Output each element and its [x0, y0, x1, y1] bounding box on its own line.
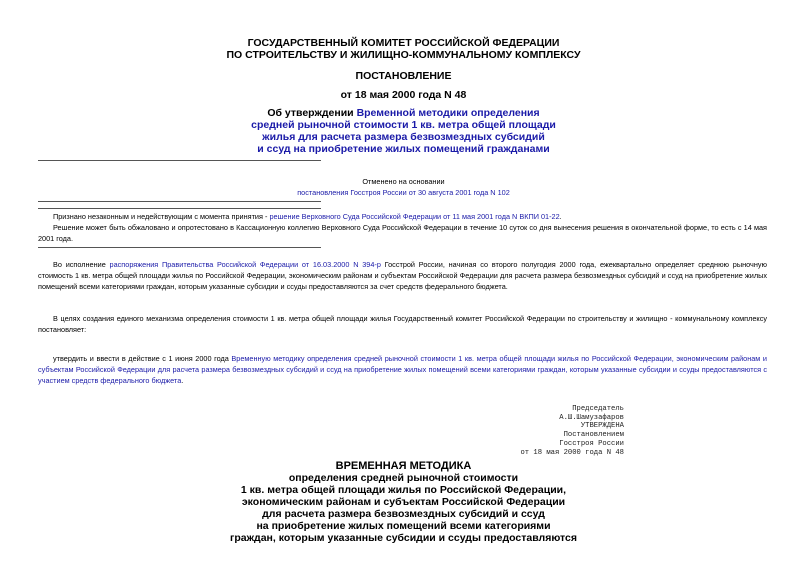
cancel-note-text: Отменено на основании [362, 177, 445, 186]
methodology-line-5: на приобретение жилых помещений всеми категориями [256, 520, 551, 532]
divider [38, 160, 321, 161]
court-note-appeal: Решение может быть обжаловано и опротестовано в Кассационную коллегию Верховного Суда Российской Федерации в течение 10 суток со дня вынесения решения в окончательной форме, то есть с 14 мая 2001 года. [38, 223, 767, 243]
document-date-number: от 18 мая 2000 года N 48 [340, 89, 467, 101]
paragraph-execution [38, 259, 767, 292]
document-type: ПОСТАНОВЛЕНИЕ [355, 70, 452, 82]
title-link-part-2[interactable]: средней рыночной стоимости 1 кв. метра общей площади [251, 119, 556, 131]
approved-by-1: Постановлением [563, 431, 624, 440]
court-note-prefix: Признано незаконным и недействующим с момента принятия - [53, 212, 270, 221]
divider [38, 201, 321, 202]
cancel-note-link[interactable]: постановления Госстроя России от 30 августа 2001 года N 102 [297, 188, 510, 197]
court-note [38, 211, 767, 244]
methodology-line-6: граждан, которым указанные субсидии и ссуды предоставляются [229, 532, 578, 544]
paragraph-purpose: В целях создания единого механизма определения стоимости 1 кв. метра общей площади жилья Государственный комитет Российской Федерации по строительству и жилищно - коммунальному комплексу постановляет: [38, 314, 767, 334]
court-decision-link[interactable]: решение Верховного Суда Российской Федерации от 11 мая 2001 года N ВКПИ 01-22 [269, 212, 560, 221]
title-prefix: Об утверждении [267, 107, 357, 119]
committee-name [0, 37, 807, 61]
signature-block [520, 405, 624, 457]
title-link-part-1[interactable]: Временной методики определения [356, 107, 540, 119]
paragraph-approve [38, 353, 767, 386]
cancel-note [0, 176, 807, 198]
title-link-part-3[interactable]: жилья для расчета размера безвозмездных субсидий [262, 131, 545, 143]
signature-position: Председатель [572, 405, 624, 413]
document-title [0, 107, 807, 155]
approved-date: от 18 мая 2000 года N 48 [520, 448, 624, 457]
methodology-line-1: определения средней рыночной стоимости [288, 472, 519, 484]
signature-name: А.Ш.Шамузафаров [559, 413, 624, 422]
committee-line-2: ПО СТРОИТЕЛЬСТВУ И ЖИЛИЩНО-КОММУНАЛЬНОМУ КОМПЛЕКСУ [226, 49, 581, 61]
methodology-heading [0, 460, 807, 544]
methodology-line-4: для расчета размера безвозмездных субсидий и ссуд [262, 508, 545, 520]
methodology-link[interactable]: Временную методику определения средней рыночной стоимости 1 кв. метра общей площади жилья по Российской Федерации, экономическим районам и субъектам Российской Федерации для расчета размера безвозмездных субсидий и ссуд на приобретение жилых помещений всеми категориями граждан, которым указанные субсидии и ссуды предоставляются с участием средств федерального бюджета [38, 354, 767, 385]
paragraph-1-suffix: Госстрой России, начиная со второго полугодия 2000 года, ежеквартально определяет среднюю рыночную стоимость 1 кв. метра общей площади жилья по Российской Федерации, экономическим районам и субъектам Российской Федерации для расчета размера безвозмездных субсидий и ссуд на приобретение жилых помещений всеми категориями граждан, которым указанные субсидии и ссуды предоставляются за счет средств федерального бюджета. [38, 260, 767, 291]
approved-by-2: Госстроя России [559, 439, 624, 448]
divider [38, 208, 321, 209]
committee-line-1: ГОСУДАРСТВЕННЫЙ КОМИТЕТ РОССИЙСКОЙ ФЕДЕРАЦИИ [247, 37, 560, 49]
methodology-line-3: экономическим районам и субъектам Российской Федерации [241, 496, 566, 508]
paragraph-3-prefix: утвердить и ввести в действие с 1 июня 2000 года [53, 354, 232, 363]
court-note-suffix: . [559, 212, 562, 221]
paragraph-3-suffix: . [181, 376, 184, 385]
government-order-link[interactable]: распоряжения Правительства Российской Федерации от 16.03.2000 N 394-р [109, 260, 381, 269]
title-link-part-4[interactable]: и ссуд на приобретение жилых помещений гражданами [257, 143, 550, 155]
approved-label: УТВЕРЖДЕНА [580, 422, 624, 431]
methodology-line-2: 1 кв. метра общей площади жилья по Российской Федерации, [240, 484, 567, 496]
paragraph-1-prefix: Во исполнение [53, 260, 110, 269]
methodology-title: ВРЕМЕННАЯ МЕТОДИКА [335, 460, 472, 472]
divider [38, 247, 321, 248]
